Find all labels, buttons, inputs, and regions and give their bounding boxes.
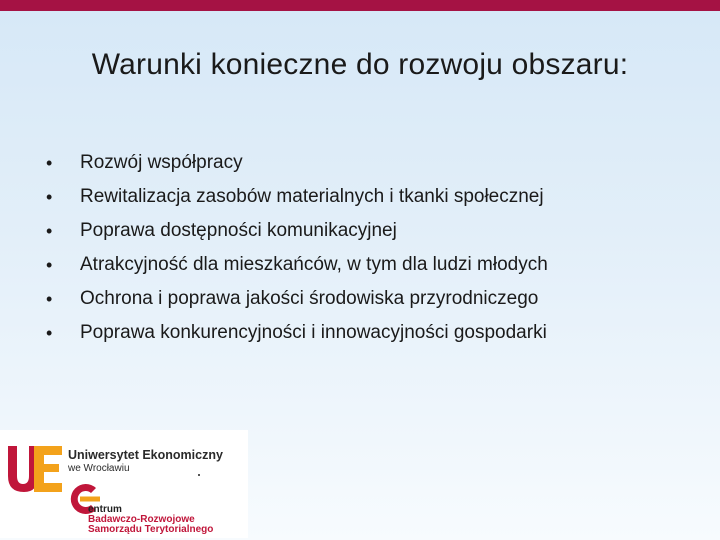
bullet-icon: • xyxy=(46,323,53,343)
bullet-icon: • xyxy=(46,187,53,207)
university-logo-icon xyxy=(4,438,64,496)
bullet-text: Poprawa dostępności komunikacyjnej xyxy=(80,220,397,241)
bullet-item xyxy=(44,214,548,248)
bullet-icon: • xyxy=(46,289,53,309)
bullet-text: Poprawa konkurencyjności i innowacyjności gospodarki xyxy=(80,322,547,343)
university-name: Uniwersytet Ekonomiczny xyxy=(68,448,223,462)
decorative-dot xyxy=(198,474,200,476)
bullet-icon: • xyxy=(46,255,53,275)
bullet-text: Rewitalizacja zasobów materialnych i tkanki społecznej xyxy=(80,186,544,207)
research-center-subtitle: Badawczo-Rozwojowe xyxy=(88,514,195,525)
university-city: we Wrocławiu xyxy=(68,463,130,474)
research-center-subtitle-2: Samorządu Terytorialnego xyxy=(88,524,214,535)
bullet-text: Ochrona i poprawa jakości środowiska przyrodniczego xyxy=(80,288,539,309)
top-accent-bar xyxy=(0,0,720,11)
bullet-text: Atrakcyjność dla mieszkańców, w tym dla ludzi młodych xyxy=(80,254,548,275)
bullet-item xyxy=(44,248,548,282)
bullet-item xyxy=(44,180,548,214)
bullet-item xyxy=(44,146,548,180)
bullet-item xyxy=(44,282,548,316)
logo-panel xyxy=(0,430,248,538)
slide-title: Warunki konieczne do rozwoju obszaru: xyxy=(91,48,629,81)
research-center-name: entrum xyxy=(88,504,122,515)
bullet-list xyxy=(44,146,548,350)
bullet-item xyxy=(44,316,548,350)
bullet-icon: • xyxy=(46,153,53,173)
bullet-icon: • xyxy=(46,221,53,241)
bullet-text: Rozwój współpracy xyxy=(80,152,243,173)
